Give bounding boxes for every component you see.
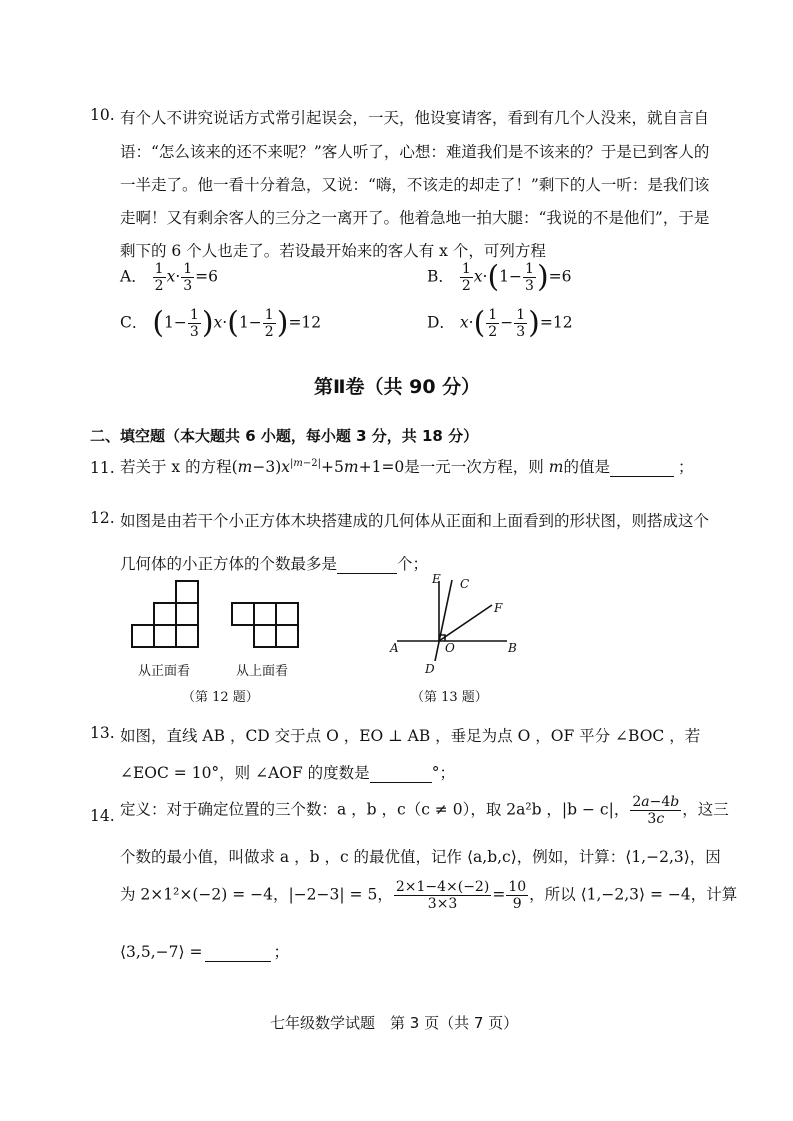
q14-answer-blank[interactable] (205, 947, 271, 962)
q11-number: 11. (90, 459, 115, 477)
q11-text-before: 若关于 x 的方程 (120, 458, 232, 476)
point-a-label: A (390, 641, 399, 655)
q11-text-end: 的值是 (563, 458, 610, 476)
fraction-third: $\frac{1}{3}$ (189, 307, 199, 340)
front-view-grid (132, 581, 198, 647)
q12-answer-blank[interactable] (337, 559, 397, 574)
q14-line-2: 个数的最小值，叫做求 a ，b ，c 的最优值，记作 ⟨a,b,c⟩，例如，计算：⟨1,−2,3⟩，因 (120, 848, 721, 866)
fraction-half: $\frac{1}{2}$ (488, 307, 498, 340)
q13-line2-after: °； (431, 764, 455, 782)
q14-line1-a: 定义：对于确定位置的三个数：a ，b ，c（c ≠ 0），取 2a²b ，|b − c|， (120, 800, 630, 819)
q14-line-1 (120, 795, 729, 826)
part2-title: 第Ⅱ卷（共 90 分） (314, 376, 481, 398)
q10-line-1: 有个人不讲究说话方式常引起误会，一天，他设宴请客，看到有几个人没来，就自言自 (120, 109, 710, 127)
option-d-result: =12 (539, 313, 573, 332)
point-b-label: B (508, 641, 517, 655)
option-a-result: =6 (195, 267, 219, 286)
q11-text-after: 是一元一次方程，则 (404, 458, 544, 476)
q14-line-3: 为 2×1²×(−2) = −4，|−2−3| = 5， $\frac{2\times 1-4\times(-2)}{3\times 3}$ = $\frac{10}{9}$ ，所以 ⟨1,−2,3⟩ = −4，计算 (120, 879, 738, 912)
point-e-label: E (432, 572, 441, 586)
q14-line4: ⟨3,5,−7⟩ = (120, 943, 203, 961)
q13-line-2 (120, 761, 455, 783)
option-b-letter: B． (427, 267, 454, 286)
q14-line1-b: ，这三 (682, 800, 729, 819)
q14-line4-tail: ； (273, 943, 289, 961)
q13-number: 13. (90, 724, 115, 742)
q12-line-2 (120, 552, 428, 574)
point-d-label: D (425, 662, 435, 676)
q10-option-c[interactable]: C． (1− $\frac{1}{3}$ )x·(1− $\frac{1}{2}$ )=12 (120, 305, 322, 341)
fraction-2a-4b-over-3c: $\frac{2a-4b}{3c}$ (632, 794, 680, 827)
fraction-half: $\frac{1}{2}$ (264, 307, 274, 340)
point-f-label: F (494, 601, 503, 615)
q12-figure (125, 575, 315, 655)
fraction-third: $\frac{1}{3}$ (516, 307, 526, 340)
q11-tail: ； (677, 458, 694, 476)
fraction-half: $\frac{1}{2}$ (154, 261, 164, 294)
fraction-example: $\frac{2\times 1-4\times(-2)}{3\times 3}$ (395, 879, 490, 912)
q11-answer-blank[interactable] (610, 462, 674, 477)
point-c-label: C (460, 577, 470, 591)
option-b-result: =6 (548, 267, 572, 286)
q10-option-a[interactable]: A． $\frac{1}{2}$ x· $\frac{1}{3}$ =6 (120, 261, 219, 294)
q13-line2-before: ∠EOC = 10°，则 ∠AOF 的度数是 (120, 764, 370, 782)
q12-caption: （第 12 题） (182, 690, 259, 705)
front-view-label: 从正面看 (138, 664, 191, 679)
q13-figure (385, 575, 525, 675)
fraction-10-over-9: $\frac{10}{9}$ (508, 879, 527, 912)
q14-line-4 (120, 940, 289, 962)
q14-line3-b: ，所以 ⟨1,−2,3⟩ = −4，计算 (529, 885, 738, 904)
q12-line2-after: 个； (397, 555, 429, 573)
fraction-third: $\frac{1}{3}$ (183, 261, 193, 294)
ray-of (439, 605, 492, 641)
q10-option-b[interactable]: B． $\frac{1}{2}$ x·(1− $\frac{1}{3}$ )=6 (427, 259, 572, 295)
option-c-letter: C． (120, 313, 148, 332)
q10-line-5: 剩下的 6 个人也走了。若设最开始来的客人有 x 个，可列方程 (120, 242, 546, 260)
top-view-grid (232, 603, 298, 647)
q14-line3-a: 为 2×1²×(−2) = −4，|−2−3| = 5， (120, 885, 393, 904)
q14-number: 14. (90, 807, 115, 825)
q13-line-1: 如图，直线 AB ，CD 交于点 O ，EO ⊥ AB ，垂足为点 O ，OF 平分 ∠BOC ，若 (120, 727, 701, 745)
q11-line: 若关于 x 的方程$(m-3)x^{|m-2|}+5m+1=0$是一元一次方程，则 m的值是 ； (120, 457, 694, 476)
option-d-letter: D． (427, 313, 455, 332)
option-a-letter: A． (120, 267, 147, 286)
q10-number: 10. (90, 106, 115, 124)
q13-answer-blank[interactable] (370, 768, 432, 783)
q10-option-d[interactable]: D． x·( $\frac{1}{2}$ − $\frac{1}{3}$ )=12 (427, 305, 573, 341)
q10-line-2: 语：“怎么该来的还不来呢？”客人听了，心想：难道我们是不该来的？于是已到客人的 (120, 143, 710, 161)
q10-line-3: 一半走了。他一看十分着急，又说：“嗨，不该走的却走了！”剩下的人一听：是我们该 (120, 176, 710, 194)
fraction-third: $\frac{1}{3}$ (525, 261, 534, 294)
q12-number: 12. (90, 509, 115, 527)
point-o-label: O (445, 641, 455, 655)
fraction-half: $\frac{1}{2}$ (461, 261, 471, 294)
q13-caption: （第 13 题） (411, 690, 488, 705)
q12-line-1: 如图是由若干个小正方体木块搭建成的几何体从正面和上面看到的形状图，则搭成这个 (120, 512, 710, 530)
top-view-label: 从上面看 (236, 664, 289, 679)
q12-line2-before: 几何体的小正方体的个数最多是 (120, 555, 338, 573)
section2-heading: 二、填空题（本大题共 6 小题，每小题 3 分，共 18 分） (90, 427, 479, 445)
page-footer: 七年级数学试题 第 3 页（共 7 页） (270, 1014, 519, 1032)
q10-line-4: 走啊！又有剩余客人的三分之一离开了。他着急地一拍大腿：“我说的不是他们”，于是 (120, 209, 710, 227)
option-c-result: =12 (288, 313, 322, 332)
